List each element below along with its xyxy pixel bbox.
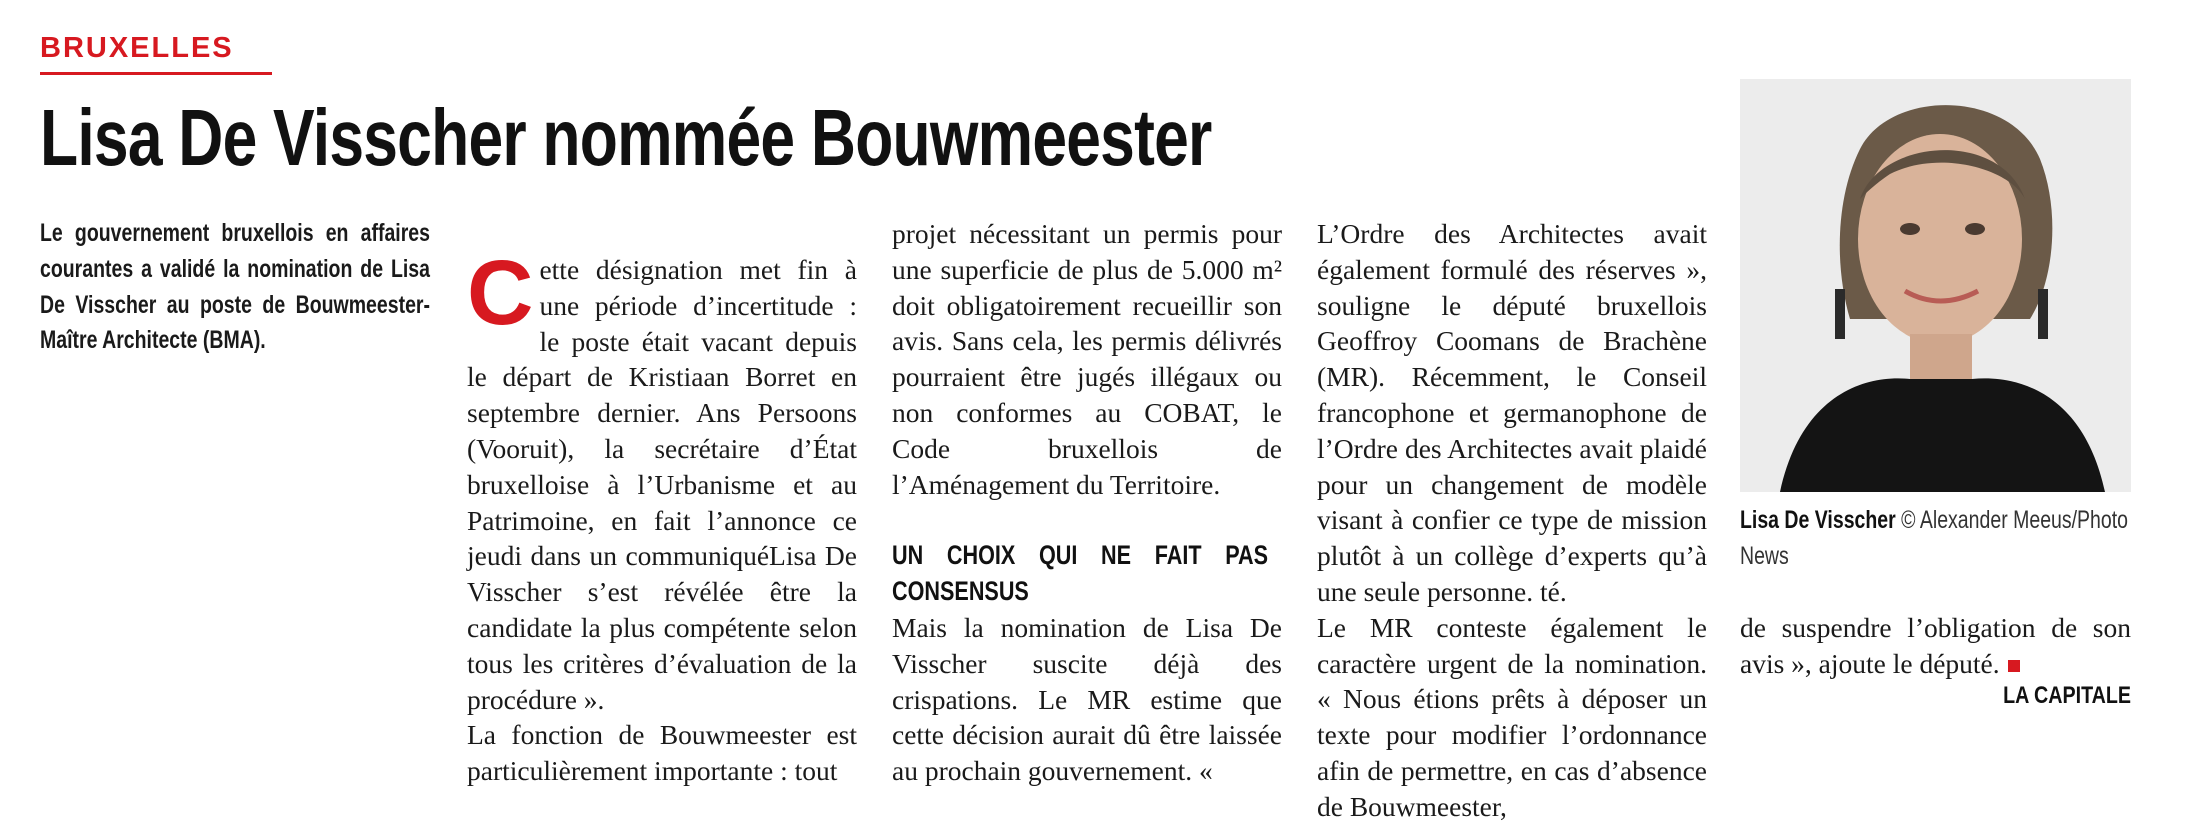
- portrait-illustration: [1740, 79, 2131, 492]
- column-5: [1740, 610, 2131, 682]
- column-2: [467, 216, 857, 789]
- column-3: [892, 216, 1282, 789]
- paragraph-4: Le MR conteste également le caractère urgent de la nomination. « Nous étions prêts à déposer un texte pour modifier l’ordonnance afin de permettre, en cas d’absence de Bouwmeester,: [1317, 611, 1707, 822]
- subhead-wrap: [892, 538, 1268, 610]
- paragraph-2-cont: projet nécessitant un permis pour une superficie de plus de 5.000 m² doit obligatoirement recueillir son avis. Sans cela, les permis délivrés pourraient être jugés illégaux ou non conformes au COBAT, le Code bruxellois de l’Aménagement du Territoire.: [892, 218, 1282, 500]
- paragraph-3: Mais la nomination de Lisa De Visscher suscite déjà des crispations. Le MR estime que cette décision aurait dû être laissée au prochain gouvernement. «: [892, 611, 1282, 787]
- lead-paragraph: Le gouvernement bruxellois en affaires courantes a validé la nomination de Lisa De Visscher au poste de Bouwmeester-Maître Architecte (BMA).: [40, 219, 430, 355]
- headline: Lisa De Visscher nommée Bouwmeester: [40, 93, 1212, 182]
- photo-caption: [1740, 503, 2130, 575]
- source-credit: LA CAPITALE: [2003, 682, 2131, 709]
- column-4: [1317, 216, 1707, 825]
- closing-text: de suspendre l’obligation de son avis », ajoute le député.: [1740, 612, 2131, 679]
- closing-paragraph: [1740, 610, 2131, 682]
- rubric-underline: [40, 72, 272, 75]
- lead-wrap: [40, 216, 430, 359]
- caption-name: Lisa De Visscher: [1740, 506, 1896, 534]
- portrait-photo: [1740, 79, 2131, 492]
- drop-cap: C: [467, 242, 534, 344]
- end-mark: [2008, 660, 2020, 672]
- paragraph-3-cont: L’Ordre des Architectes avait également formulé des réserves », souligne le député bruxellois Geoffroy Coomans de Brachène (MR). Récemment, le Conseil francophone et germanophone de l’Ordre des Architectes avait plaidé pour un changement de modèle visant à confier ce type de mission plutôt à un collège d’experts qu’à une seule personne. té.: [1317, 218, 1707, 607]
- caption-credit: © Alexander Meeus/Photo News: [1740, 506, 2129, 570]
- paragraph-1: [467, 242, 857, 717]
- paragraph-1-text: ette désignation met fin à une période d’incertitude : le poste était vacant depuis le départ de Kristiaan Borret en septembre dernier. Ans Persoons (Vooruit), la secrétaire d’État bruxelloise à l’Urbanisme et au Patrimoine, en fait l’annonce ce jeudi dans un communiquéLisa De Visscher s’est révélée être la candidate la plus compétente selon tous les critères d’évaluation de la procédure ».: [467, 254, 857, 715]
- caption-text: [1740, 503, 2130, 575]
- body-columns: [40, 216, 430, 359]
- subheading: UN CHOIX QUI NE FAIT PAS CONSENSUS: [892, 540, 1268, 607]
- section-rubric: BRUXELLES: [40, 32, 234, 64]
- paragraph-2: La fonction de Bouwmeester est particulièrement importante : tout: [467, 719, 857, 787]
